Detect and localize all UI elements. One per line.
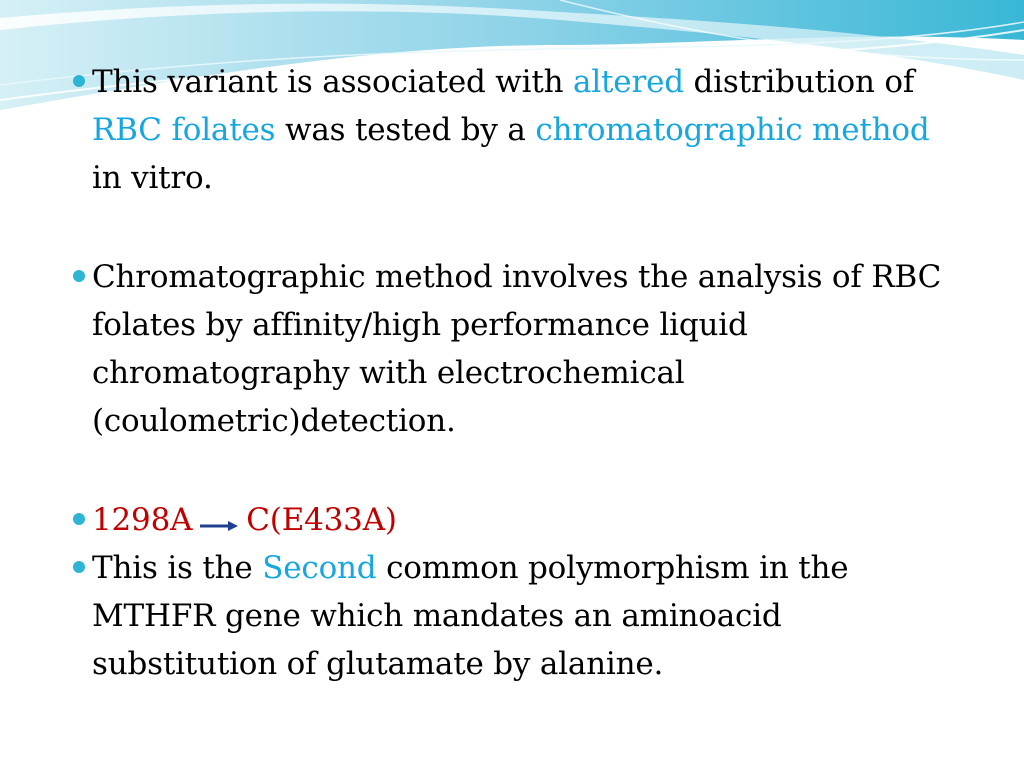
text-run: Chromatographic method involves the analysis of RBC folates by affinity/high performance liquid chromatography with electrochemical (coulometric)detection.: [92, 259, 942, 439]
bullet-item: [62, 496, 962, 544]
arrow-right-icon: [198, 517, 242, 531]
highlight-text: Second: [262, 550, 377, 586]
bullet-item: [62, 253, 962, 445]
text-run: common polymorphism in the MTHFR gene which mandates an aminoacid substitution of glutamate by alanine.: [92, 550, 849, 682]
highlight-text: altered: [573, 64, 684, 100]
text-run: in vitro.: [92, 160, 213, 196]
mutation-text: C(E433A): [246, 502, 397, 538]
bullet-item: [62, 58, 962, 202]
highlight-text: RBC folates: [92, 112, 276, 148]
text-run: This variant is associated with: [92, 64, 574, 100]
bullet-dot-icon: [73, 561, 85, 573]
text-run: was tested by a: [275, 112, 536, 148]
text-run: distribution of: [683, 64, 915, 100]
highlight-text: chromatographic method: [535, 112, 930, 148]
bullet-dot-icon: [73, 513, 85, 525]
slide-body: [62, 58, 962, 688]
bullet-item: [62, 544, 962, 688]
mutation-text: 1298A: [92, 502, 193, 538]
bullet-dot-icon: [73, 270, 85, 282]
bullet-dot-icon: [73, 75, 85, 87]
text-run: This is the: [92, 550, 263, 586]
